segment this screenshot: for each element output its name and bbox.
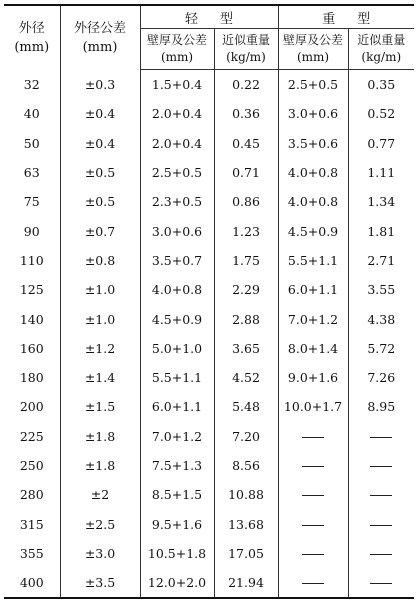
cell-light-wall: 10.5+1.8: [140, 539, 214, 568]
cell-outer-diameter: 250: [19, 458, 44, 473]
cell-heavy-wall: [278, 451, 348, 480]
cell-tolerance: ±0.5: [60, 187, 140, 216]
cell-heavy-wall: 9.0+1.6: [278, 363, 348, 392]
cell-heavy-wall: 4.0+0.8: [278, 187, 348, 216]
cell-tolerance: ±2: [60, 480, 140, 509]
cell-light-wall: 7.0+1.2: [140, 422, 214, 451]
cell-light-weight: 3.65: [214, 334, 278, 363]
dash-mark: [302, 583, 324, 584]
dash-mark: [302, 495, 324, 496]
cell-light-wall: 3.5+0.7: [140, 246, 214, 275]
cell-light-weight: 0.71: [214, 158, 278, 187]
cell-tolerance: ±3.5: [60, 568, 140, 598]
header-heavy-wall-label: 壁厚及公差: [283, 33, 344, 47]
header-outer-diameter: [4, 5, 60, 70]
header-light-wall-unit: (mm): [160, 50, 194, 64]
cell-light-wall: 5.5+1.1: [140, 363, 214, 392]
cell-tolerance: ±1.2: [60, 334, 140, 363]
dash-mark: [370, 437, 392, 438]
header-light-wall-label: 壁厚及公差: [146, 33, 207, 47]
cell-heavy-weight: 0.77: [348, 129, 414, 158]
cell-light-wall: 2.0+0.4: [140, 99, 214, 128]
cell-heavy-wall: 4.5+0.9: [278, 216, 348, 245]
cell-outer-diameter: 32: [23, 76, 40, 92]
cell-heavy-weight: 7.26: [348, 363, 414, 392]
cell-light-wall: 5.0+1.0: [140, 334, 214, 363]
cell-heavy-weight: [348, 568, 414, 598]
table-row: [4, 158, 414, 187]
pipe-spec-table: [4, 4, 414, 599]
cell-tolerance: ±1.8: [60, 422, 140, 451]
cell-light-weight: 1.23: [214, 216, 278, 245]
table-body: [4, 70, 414, 599]
cell-outer-diameter: 355: [19, 545, 44, 561]
table-header: [4, 5, 414, 70]
header-light-weight-label: 近似重量: [222, 33, 271, 47]
cell-heavy-wall: 5.5+1.1: [278, 246, 348, 275]
cell-heavy-wall: [278, 422, 348, 451]
table-row: [4, 363, 414, 392]
cell-light-wall: 3.0+0.6: [140, 216, 214, 245]
dash-mark: [370, 583, 392, 584]
cell-outer-diameter: 110: [19, 252, 44, 268]
table-row: [4, 99, 414, 128]
table-row: [4, 480, 414, 509]
cell-light-weight: 5.48: [214, 392, 278, 421]
cell-heavy-wall: 10.0+1.7: [278, 392, 348, 421]
cell-tolerance: ±0.4: [60, 99, 140, 128]
cell-light-weight: 0.45: [214, 129, 278, 158]
cell-light-wall: 2.3+0.5: [140, 187, 214, 216]
cell-heavy-weight: [348, 422, 414, 451]
table-row: [4, 70, 414, 100]
cell-light-wall: 4.0+0.8: [140, 275, 214, 304]
cell-heavy-wall: [278, 509, 348, 538]
cell-light-weight: 17.05: [214, 539, 278, 568]
header-heavy-weight: [348, 29, 414, 70]
cell-tolerance: ±0.7: [60, 216, 140, 245]
table-row: [4, 451, 414, 480]
table-row: [4, 422, 414, 451]
cell-outer-diameter: 400: [4, 568, 60, 598]
header-light-type: 轻型: [140, 5, 278, 29]
cell-outer-diameter: 90: [23, 223, 40, 239]
cell-heavy-weight: 5.72: [348, 334, 414, 363]
header-light-weight: [214, 29, 278, 70]
cell-tolerance: ±0.4: [60, 129, 140, 158]
cell-tolerance: ±0.3: [60, 70, 140, 100]
dash-mark: [302, 437, 324, 438]
header-heavy-weight-unit: (kg/m): [361, 50, 402, 64]
cell-light-weight: 2.29: [214, 275, 278, 304]
cell-tolerance: ±3.0: [60, 539, 140, 568]
cell-tolerance: ±2.5: [60, 509, 140, 538]
cell-outer-diameter: 200: [19, 399, 44, 415]
cell-light-wall: 12.0+2.0: [140, 568, 214, 598]
cell-light-wall: 4.5+0.9: [140, 304, 214, 333]
cell-heavy-wall: 4.0+0.8: [278, 158, 348, 187]
header-tolerance-label: 外径公差: [73, 20, 126, 36]
cell-outer-diameter: 40: [23, 106, 40, 122]
cell-light-weight: 1.75: [214, 246, 278, 275]
table-row: [4, 129, 414, 158]
cell-heavy-wall: [278, 480, 348, 509]
cell-tolerance: ±1.4: [60, 363, 140, 392]
cell-light-weight: 4.52: [214, 363, 278, 392]
header-outer-diameter-unit: (mm): [14, 39, 50, 55]
cell-outer-diameter: 50: [23, 135, 40, 151]
cell-heavy-weight: 0.35: [348, 70, 414, 100]
cell-outer-diameter: 160: [19, 340, 44, 356]
table-row: [4, 509, 414, 538]
dash-mark: [370, 495, 392, 496]
cell-outer-diameter: 225: [19, 428, 44, 444]
header-light-weight-unit: (kg/m): [226, 50, 266, 64]
header-heavy-type: 重型: [278, 5, 414, 29]
cell-tolerance: ±0.8: [60, 246, 140, 275]
cell-heavy-weight: 0.52: [348, 99, 414, 128]
header-heavy-weight-label: 近似重量: [357, 33, 406, 47]
header-heavy-wall: [278, 29, 348, 70]
cell-heavy-wall: 3.5+0.6: [278, 129, 348, 158]
cell-light-weight: 21.94: [214, 568, 278, 598]
cell-light-weight: 10.88: [214, 480, 278, 509]
header-heavy-wall-unit: (mm): [296, 50, 330, 64]
cell-outer-diameter: 75: [23, 194, 40, 210]
dash-mark: [370, 525, 392, 526]
table-row: [4, 392, 414, 421]
cell-heavy-weight: 1.81: [348, 216, 414, 245]
cell-heavy-wall: 3.0+0.6: [278, 99, 348, 128]
header-tolerance: [60, 5, 140, 70]
cell-light-wall: 9.5+1.6: [140, 509, 214, 538]
cell-tolerance: ±1.8: [60, 451, 140, 480]
table-row: [4, 187, 414, 216]
cell-outer-diameter: 315: [19, 516, 44, 532]
cell-heavy-weight: [348, 539, 414, 568]
table-row: [4, 539, 414, 568]
cell-heavy-wall: [278, 539, 348, 568]
cell-heavy-wall: 2.5+0.5: [278, 70, 348, 100]
cell-heavy-weight: 1.34: [348, 187, 414, 216]
cell-light-wall: 7.5+1.3: [140, 451, 214, 480]
cell-light-wall: 8.5+1.5: [140, 480, 214, 509]
cell-light-weight: 7.20: [214, 422, 278, 451]
cell-light-weight: 0.36: [214, 99, 278, 128]
table-row: [4, 216, 414, 245]
table-row: [4, 275, 414, 304]
cell-heavy-wall: 7.0+1.2: [278, 304, 348, 333]
cell-heavy-weight: 4.38: [348, 304, 414, 333]
cell-light-wall: 6.0+1.1: [140, 392, 214, 421]
cell-tolerance: ±1.5: [60, 392, 140, 421]
cell-light-weight: 8.56: [214, 451, 278, 480]
cell-outer-diameter: 140: [19, 311, 44, 327]
cell-light-weight: 0.86: [214, 187, 278, 216]
cell-light-wall: 2.5+0.5: [140, 158, 214, 187]
cell-heavy-weight: [348, 480, 414, 509]
cell-heavy-wall: 6.0+1.1: [278, 275, 348, 304]
cell-heavy-wall: [278, 568, 348, 598]
dash-mark: [302, 525, 324, 526]
cell-outer-diameter: 180: [19, 370, 44, 386]
cell-light-wall: 2.0+0.4: [140, 129, 214, 158]
cell-heavy-weight: [348, 509, 414, 538]
cell-outer-diameter: 125: [19, 282, 44, 298]
cell-heavy-weight: [348, 451, 414, 480]
cell-heavy-weight: 3.55: [348, 275, 414, 304]
cell-outer-diameter: 280: [19, 487, 44, 503]
table-row: [4, 334, 414, 363]
cell-heavy-weight: 8.95: [348, 392, 414, 421]
cell-heavy-wall: 8.0+1.4: [278, 334, 348, 363]
table-row: [4, 568, 414, 598]
table-row: [4, 246, 414, 275]
header-tolerance-unit: (mm): [82, 39, 118, 55]
cell-tolerance: ±0.5: [60, 158, 140, 187]
cell-heavy-weight: 2.71: [348, 246, 414, 275]
header-outer-diameter-label: 外径: [18, 20, 45, 36]
dash-mark: [370, 466, 392, 467]
cell-tolerance: ±1.0: [60, 304, 140, 333]
header-light-wall: [140, 29, 214, 70]
cell-heavy-weight: 1.11: [348, 158, 414, 187]
cell-light-weight: 2.88: [214, 304, 278, 333]
dash-mark: [302, 466, 324, 467]
cell-light-weight: 13.68: [214, 509, 278, 538]
table-row: [4, 304, 414, 333]
cell-light-weight: 0.22: [214, 70, 278, 100]
pipe-spec-sheet: [4, 4, 414, 596]
cell-light-wall: 1.5+0.4: [140, 70, 214, 100]
dash-mark: [370, 554, 392, 555]
cell-outer-diameter: 63: [23, 165, 40, 181]
cell-tolerance: ±1.0: [60, 275, 140, 304]
dash-mark: [302, 554, 324, 555]
